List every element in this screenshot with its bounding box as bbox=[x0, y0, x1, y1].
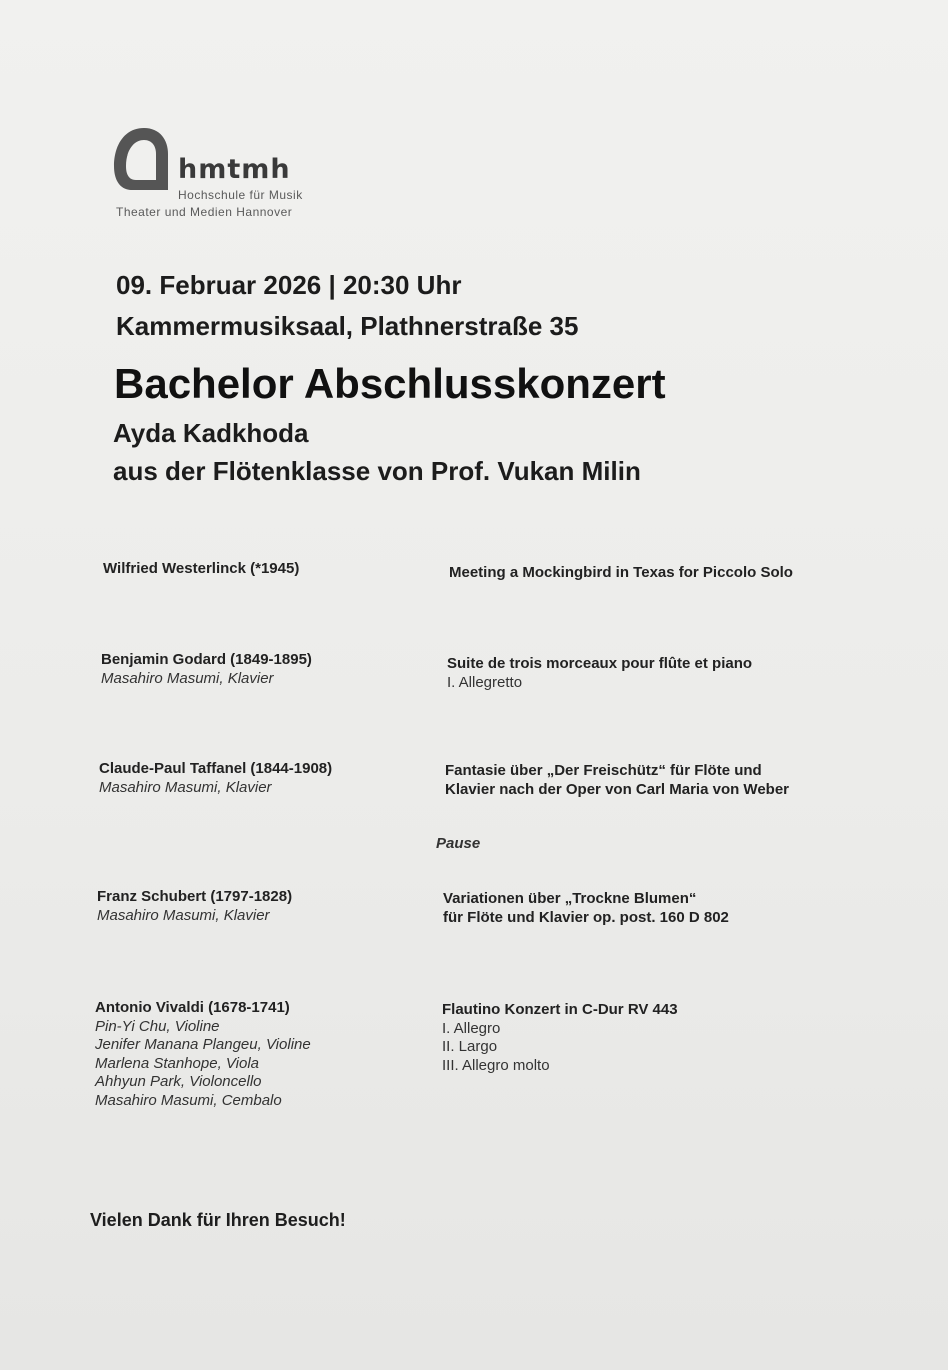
program-item-work-block bbox=[442, 1001, 678, 1075]
hmtmh-logo-mark bbox=[112, 124, 174, 196]
musician: Masahiro Masumi, Klavier bbox=[101, 669, 274, 687]
hmtmh-logo bbox=[112, 124, 352, 224]
event-venue: Kammermusiksaal, Plathnerstraße 35 bbox=[116, 311, 579, 341]
musician: Ahhyun Park, Violoncello bbox=[95, 1073, 262, 1090]
movement: II. Largo bbox=[442, 1038, 498, 1055]
event-date-time: 09. Februar 2026 | 20:30 Uhr bbox=[116, 270, 462, 300]
logo-tagline-1: Hochschule für Musik bbox=[178, 188, 303, 202]
musician: Pin-Yi Chu, Violine bbox=[95, 1017, 220, 1035]
page-title: Bachelor Abschlusskonzert bbox=[114, 360, 666, 407]
work-title: Variationen über „Trockne Blumen“ bbox=[443, 890, 697, 907]
work-title: Fantasie über „Der Freischütz“ für Flöte und bbox=[445, 762, 762, 779]
program-item-composer-block bbox=[99, 760, 332, 797]
performer-class: aus der Flötenklasse von Prof. Vukan Milin bbox=[113, 456, 641, 486]
program-item-composer-block bbox=[103, 560, 299, 579]
program-item-composer-block bbox=[97, 888, 292, 925]
program-item-work-block bbox=[445, 762, 789, 799]
musician: Marlena Stanhope, Viola bbox=[95, 1054, 260, 1072]
pause-label: Pause bbox=[436, 835, 481, 852]
musician: Jenifer Manana Plangeu, Violine bbox=[95, 1036, 311, 1053]
work-title: Suite de trois morceaux pour flûte et piano bbox=[447, 655, 753, 672]
composer-name: Antonio Vivaldi (1678-1741) bbox=[95, 999, 290, 1016]
movement: III. Allegro molto bbox=[442, 1056, 550, 1074]
composer-name: Wilfried Westerlinck (*1945) bbox=[103, 560, 300, 577]
work-title: Meeting a Mockingbird in Texas for Piccolo Solo bbox=[449, 564, 793, 581]
movement: I. Allegretto bbox=[447, 673, 523, 691]
movement: I. Allegro bbox=[442, 1019, 501, 1037]
work-title: Klavier nach der Oper von Carl Maria von Weber bbox=[445, 780, 790, 798]
program-item-work-block bbox=[447, 655, 752, 692]
musician: Masahiro Masumi, Klavier bbox=[97, 906, 270, 924]
program-item-work-block bbox=[443, 890, 729, 927]
logo-name: hmtmh bbox=[178, 154, 291, 185]
program-item-composer-block bbox=[101, 651, 312, 688]
composer-name: Benjamin Godard (1849-1895) bbox=[101, 651, 312, 668]
musician: Masahiro Masumi, Klavier bbox=[99, 778, 272, 796]
program-item-work-block bbox=[449, 564, 793, 583]
thank-you-note: Vielen Dank für Ihren Besuch! bbox=[90, 1210, 346, 1230]
musician: Masahiro Masumi, Cembalo bbox=[95, 1091, 282, 1109]
composer-name: Claude-Paul Taffanel (1844-1908) bbox=[99, 760, 333, 777]
program-item-composer-block bbox=[95, 999, 311, 1110]
performer-name: Ayda Kadkhoda bbox=[113, 418, 309, 448]
work-title: für Flöte und Klavier op. post. 160 D 802 bbox=[443, 908, 729, 926]
composer-name: Franz Schubert (1797-1828) bbox=[97, 888, 293, 905]
logo-tagline-2: Theater und Medien Hannover bbox=[116, 205, 293, 219]
work-title: Flautino Konzert in C-Dur RV 443 bbox=[442, 1001, 678, 1018]
